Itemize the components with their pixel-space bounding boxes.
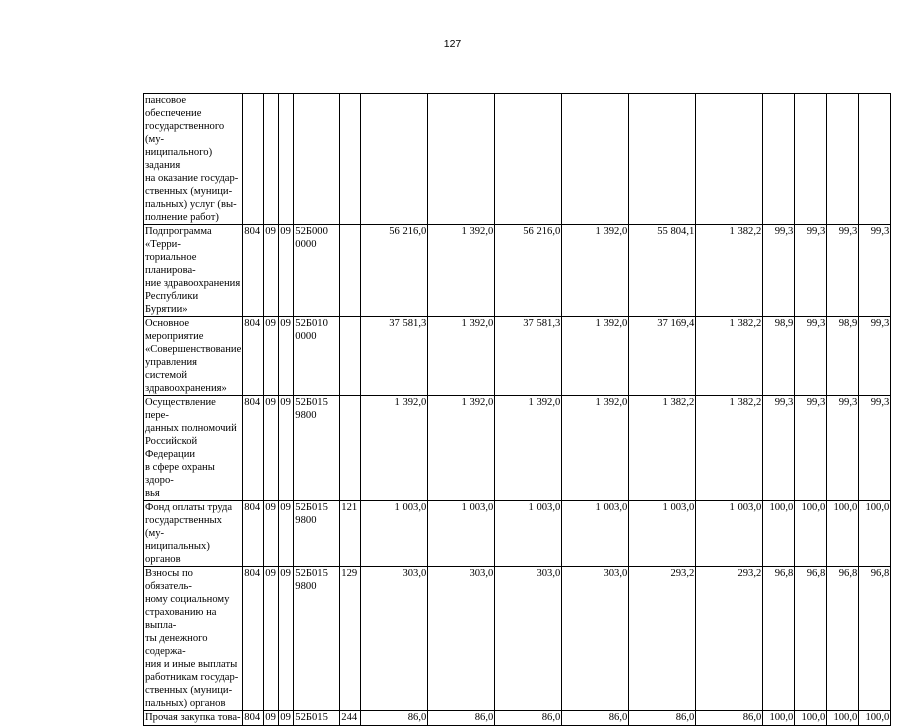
row-name-cell: Основное мероприятие «Совершенствование управления системой здравоохранения» [145, 318, 242, 394]
page-number: 127 [443, 38, 462, 50]
target-article-cell: 52Б015 [294, 711, 340, 726]
expense-type-cell: 129 [340, 567, 361, 711]
plan-initial-subvention-cell: 303,0 [428, 567, 495, 711]
actual-cell: 1 382,2 [629, 396, 696, 501]
percent-revised-cell: 99,3 [827, 396, 859, 501]
target-article-cell: 52Б015 9800 [294, 501, 340, 567]
percent-initial-subvention-cell: 100,0 [795, 501, 827, 567]
plan-initial-cell: 37 581,3 [361, 317, 428, 396]
grbs-code-cell [243, 94, 264, 225]
plan-revised-subvention-cell: 303,0 [562, 567, 629, 711]
percent-revised-subvention-cell: 96,8 [859, 567, 891, 711]
plan-initial-cell: 56 216,0 [361, 225, 428, 317]
actual-subvention-cell: 86,0 [696, 711, 763, 726]
plan-revised-cell: 1 003,0 [495, 501, 562, 567]
grbs-code-cell: 804 [243, 225, 264, 317]
percent-revised-subvention-cell: 99,3 [859, 396, 891, 501]
percent-initial-subvention-cell: 99,3 [795, 317, 827, 396]
percent-revised-cell [827, 94, 859, 225]
plan-revised-subvention-cell: 1 392,0 [562, 317, 629, 396]
plan-revised-cell: 303,0 [495, 567, 562, 711]
actual-cell [629, 94, 696, 225]
actual-cell: 293,2 [629, 567, 696, 711]
actual-subvention-cell [696, 94, 763, 225]
grbs-code-cell: 804 [243, 567, 264, 711]
table-body [144, 94, 891, 726]
section-code-cell: 09 [264, 501, 279, 567]
actual-subvention-cell: 293,2 [696, 567, 763, 711]
percent-initial-cell: 100,0 [763, 711, 795, 726]
row-name-cell: Прочая закупка това- [144, 711, 243, 726]
section-code-cell: 09 [264, 225, 279, 317]
plan-initial-cell: 303,0 [361, 567, 428, 711]
plan-initial-cell: 1 003,0 [361, 501, 428, 567]
target-article-cell: 52Б015 9800 [294, 567, 340, 711]
subsection-code-cell: 09 [279, 225, 294, 317]
table-row [144, 711, 891, 726]
percent-initial-subvention-cell [795, 94, 827, 225]
percent-revised-cell: 99,3 [827, 225, 859, 317]
subsection-code-cell: 09 [279, 567, 294, 711]
plan-revised-cell: 37 581,3 [495, 317, 562, 396]
budget-table [143, 93, 891, 726]
section-code-cell: 09 [264, 567, 279, 711]
actual-cell: 86,0 [629, 711, 696, 726]
expense-type-cell [340, 225, 361, 317]
plan-initial-subvention-cell: 1 392,0 [428, 317, 495, 396]
target-article-cell [294, 94, 340, 225]
plan-initial-subvention-cell: 1 392,0 [428, 225, 495, 317]
row-name-cell: пансовое обеспечение государственного (му- ниципального) задания на оказание государ- ственных (муници- пальных) услуг (вы- полнение работ) [144, 94, 243, 225]
subsection-code-cell: 09 [279, 396, 294, 501]
plan-initial-subvention-cell: 1 003,0 [428, 501, 495, 567]
percent-revised-subvention-cell: 100,0 [859, 711, 891, 726]
plan-initial-cell: 1 392,0 [361, 396, 428, 501]
target-article-cell: 52Б015 9800 [294, 396, 340, 501]
grbs-code-cell: 804 [243, 317, 264, 396]
percent-initial-subvention-cell: 99,3 [795, 396, 827, 501]
row-name-cell: Взносы по обязатель- ному социальному страхованию на выпла- ты денежного содержа- ния и иные выплаты работникам государ- ственных (муници- пальных) органов [144, 567, 243, 711]
expense-type-cell [340, 317, 361, 396]
expense-type-cell: 121 [340, 501, 361, 567]
actual-cell: 37 169,4 [629, 317, 696, 396]
row-name-cell: Осуществление пере- данных полномочий Российской Федерации в сфере охраны здоро- вья [144, 396, 243, 501]
section-code-cell [264, 94, 279, 225]
percent-initial-subvention-cell: 99,3 [795, 225, 827, 317]
plan-initial-subvention-cell: 86,0 [428, 711, 495, 726]
expense-type-cell [340, 94, 361, 225]
percent-initial-subvention-cell: 96,8 [795, 567, 827, 711]
percent-revised-cell: 96,8 [827, 567, 859, 711]
subsection-code-cell: 09 [279, 711, 294, 726]
percent-initial-cell: 100,0 [763, 501, 795, 567]
table-row [144, 225, 891, 317]
actual-subvention-cell: 1 382,2 [696, 396, 763, 501]
section-code-cell: 09 [264, 396, 279, 501]
table-row [144, 567, 891, 711]
table-row [144, 396, 891, 501]
plan-revised-subvention-cell: 1 392,0 [562, 225, 629, 317]
percent-revised-subvention-cell: 99,3 [859, 225, 891, 317]
plan-initial-cell: 86,0 [361, 711, 428, 726]
expense-type-cell [340, 396, 361, 501]
plan-revised-cell: 86,0 [495, 711, 562, 726]
actual-cell: 1 003,0 [629, 501, 696, 567]
plan-initial-cell [361, 94, 428, 225]
plan-revised-subvention-cell [562, 94, 629, 225]
percent-revised-cell: 98,9 [827, 317, 859, 396]
expense-type-cell: 244 [340, 711, 361, 726]
percent-revised-subvention-cell [859, 94, 891, 225]
target-article-cell: 52Б000 0000 [294, 225, 340, 317]
table-row [144, 317, 891, 396]
row-name-cell: Фонд оплаты труда государственных (му- ниципальных) органов [144, 501, 243, 567]
actual-subvention-cell: 1 003,0 [696, 501, 763, 567]
section-code-cell: 09 [264, 317, 279, 396]
table-row [144, 94, 891, 225]
percent-initial-cell: 98,9 [763, 317, 795, 396]
plan-revised-cell: 1 392,0 [495, 396, 562, 501]
table-row [144, 501, 891, 567]
percent-initial-cell: 99,3 [763, 225, 795, 317]
grbs-code-cell: 804 [243, 711, 264, 726]
percent-initial-cell [763, 94, 795, 225]
percent-revised-subvention-cell: 100,0 [859, 501, 891, 567]
grbs-code-cell: 804 [243, 501, 264, 567]
percent-initial-subvention-cell: 100,0 [795, 711, 827, 726]
target-article-cell: 52Б010 0000 [294, 317, 340, 396]
plan-revised-cell [495, 94, 562, 225]
section-code-cell: 09 [264, 711, 279, 726]
plan-revised-subvention-cell: 1 003,0 [562, 501, 629, 567]
subsection-code-cell [279, 94, 294, 225]
row-name-cell: Подпрограмма «Терри- ториальное планирова- ние здравоохранения Республики Бурятии» [144, 225, 243, 317]
percent-revised-cell: 100,0 [827, 711, 859, 726]
percent-revised-subvention-cell: 99,3 [859, 317, 891, 396]
plan-revised-cell: 56 216,0 [495, 225, 562, 317]
plan-initial-subvention-cell: 1 392,0 [428, 396, 495, 501]
grbs-code-cell: 804 [243, 396, 264, 501]
actual-cell: 55 804,1 [629, 225, 696, 317]
subsection-code-cell: 09 [279, 317, 294, 396]
subsection-code-cell: 09 [279, 501, 294, 567]
percent-initial-cell: 99,3 [763, 396, 795, 501]
actual-subvention-cell: 1 382,2 [696, 317, 763, 396]
percent-revised-cell: 100,0 [827, 501, 859, 567]
percent-initial-cell: 96,8 [763, 567, 795, 711]
plan-revised-subvention-cell: 1 392,0 [562, 396, 629, 501]
plan-initial-subvention-cell [428, 94, 495, 225]
plan-revised-subvention-cell: 86,0 [562, 711, 629, 726]
actual-subvention-cell: 1 382,2 [696, 225, 763, 317]
